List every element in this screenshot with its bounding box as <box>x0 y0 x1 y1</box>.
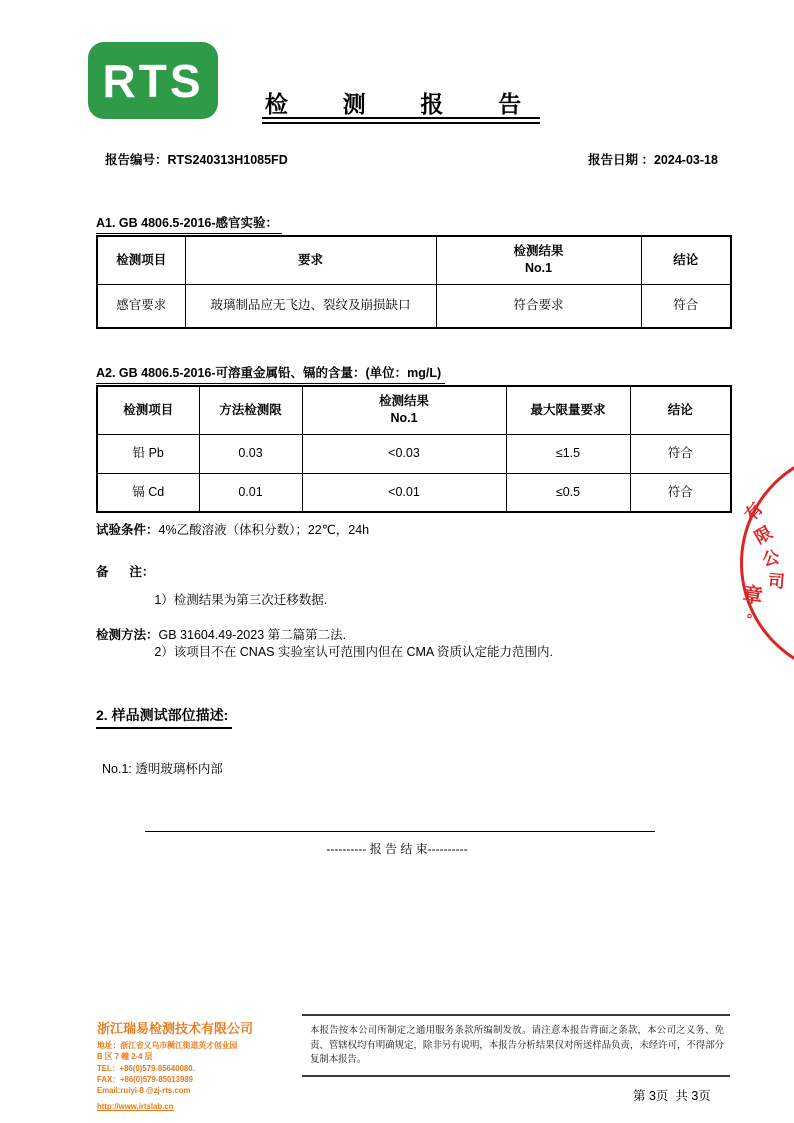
cell-lod: 0.01 <box>199 473 302 512</box>
col-header-result-title: 检测结果 <box>378 394 429 409</box>
cell-item: 铅 Pb <box>97 434 199 473</box>
company-seal-char: 司 <box>767 571 786 592</box>
test-condition-value: 4%乙酸溶液（体积分数）；22℃，24h <box>158 523 370 537</box>
rts-logo <box>88 42 218 119</box>
page-number: 第 3页 共 3页 <box>633 1089 711 1103</box>
cell-requirement: 玻璃制品应无飞边、裂纹及崩损缺口 <box>185 284 436 328</box>
company-seal-char: 章 <box>741 583 765 609</box>
disclaimer-text: 本报告按本公司所制定之通用服务条款所编制发放。请注意本报告背面之条款，本公司之义务、免责、管辖权均有明确规定，除非另有说明，本报告分析结果仅对所送样品负责，未经许可，不得部分复制本报告。 <box>310 1024 724 1065</box>
company-email: Email:ruiyi-8 @zj-rts.com <box>97 1086 191 1096</box>
test-condition-line <box>96 520 369 538</box>
company-website-link[interactable]: http://www.irtslab.cn <box>97 1102 174 1112</box>
cell-limit: ≤0.5 <box>506 473 630 512</box>
col-header-result <box>302 386 506 434</box>
table-row-lead <box>97 434 731 473</box>
col-header-conclusion: 结论 <box>641 236 731 284</box>
table-header-row <box>97 236 731 284</box>
table-header-row <box>97 386 731 434</box>
report-date-value: 2024-03-18 <box>653 153 718 167</box>
company-address-line1: 地址：浙江省义乌市稠江街道英才创业园 <box>97 1041 238 1050</box>
report-number-line <box>105 150 288 168</box>
company-seal-char: 。 <box>747 604 761 620</box>
report-number-label: 报告编号： <box>105 153 168 167</box>
report-date-line <box>588 150 718 168</box>
cell-lod: 0.03 <box>199 434 302 473</box>
col-header-item: 检测项目 <box>97 236 185 284</box>
company-tel: TEL：+86(0)579-85640080. <box>97 1063 195 1073</box>
cell-result: <0.01 <box>302 473 506 512</box>
cell-conclusion: 符合 <box>630 473 731 512</box>
col-header-lod: 方法检测限 <box>199 386 302 434</box>
cell-result: <0.03 <box>302 434 506 473</box>
section-a2-heading: A2. GB 4806.5-2016-可溶重金属铅、镉的含量：(单位：mg/L) <box>96 363 445 384</box>
test-method-label: 检测方法： <box>96 628 159 642</box>
company-fax: FAX：+86(0)579-85013989 <box>97 1074 194 1084</box>
table-row <box>97 284 731 328</box>
company-seal-char: 有 <box>741 499 767 525</box>
test-condition-label: 试验条件： <box>96 523 159 537</box>
section-2-heading: 2. 样品测试部位描述: <box>96 705 232 729</box>
col-header-conclusion: 结论 <box>630 386 731 434</box>
report-date-label: 报告日期 ： <box>588 153 654 167</box>
company-address-line2: B 区 7 幢 2-4 层 <box>97 1052 153 1062</box>
company-info-block <box>97 1018 297 1114</box>
col-header-item: 检测项目 <box>97 386 199 434</box>
col-header-result-sub: No.1 <box>390 411 418 426</box>
col-header-requirement: 要求 <box>185 236 436 284</box>
test-method-line <box>96 625 346 643</box>
title-underline <box>262 117 540 124</box>
col-header-limit: 最大限量要求 <box>506 386 630 434</box>
sample-description: No.1: 透明玻璃杯内部 <box>102 762 223 776</box>
cell-conclusion: 符合 <box>630 434 731 473</box>
company-name: 浙江瑞易检测技术有限公司 <box>97 1021 254 1036</box>
col-header-result <box>436 236 641 284</box>
remark-1: 1）检测结果为第三次迁移数据. <box>154 593 328 607</box>
col-header-result-title: 检测结果 <box>513 244 564 259</box>
remark-2: 2）该项目不在 CNAS 实验室认可范围内但在 CMA 资质认定能力范围内. <box>154 645 553 659</box>
report-number-value: RTS240313H1085FD <box>167 153 288 167</box>
cell-result: 符合要求 <box>436 284 641 328</box>
section-a1-heading: A1. GB 4806.5-2016-感官实验： <box>96 213 282 234</box>
cell-item: 镉 Cd <box>97 473 199 512</box>
heavy-metal-table <box>96 385 732 513</box>
page-title: 检 测 报 告 <box>264 91 536 117</box>
report-end-marker: ---------- 报 告 结 束---------- <box>326 842 468 856</box>
company-seal-char: 公 <box>760 547 782 570</box>
company-seal-char: 限 <box>751 522 776 548</box>
test-method-value: GB 31604.49-2023 第二篇第二法. <box>158 628 347 642</box>
sensory-test-table <box>96 235 732 329</box>
cell-item: 感官要求 <box>97 284 185 328</box>
cell-limit: ≤1.5 <box>506 434 630 473</box>
rts-logo-text: RTS <box>102 54 204 107</box>
table-row-cadmium <box>97 473 731 512</box>
remarks-label: 备 注： <box>96 565 155 579</box>
cell-conclusion: 符合 <box>641 284 731 328</box>
disclaimer-box <box>302 1014 730 1077</box>
end-divider-line <box>145 831 655 832</box>
col-header-result-sub: No.1 <box>524 261 553 276</box>
